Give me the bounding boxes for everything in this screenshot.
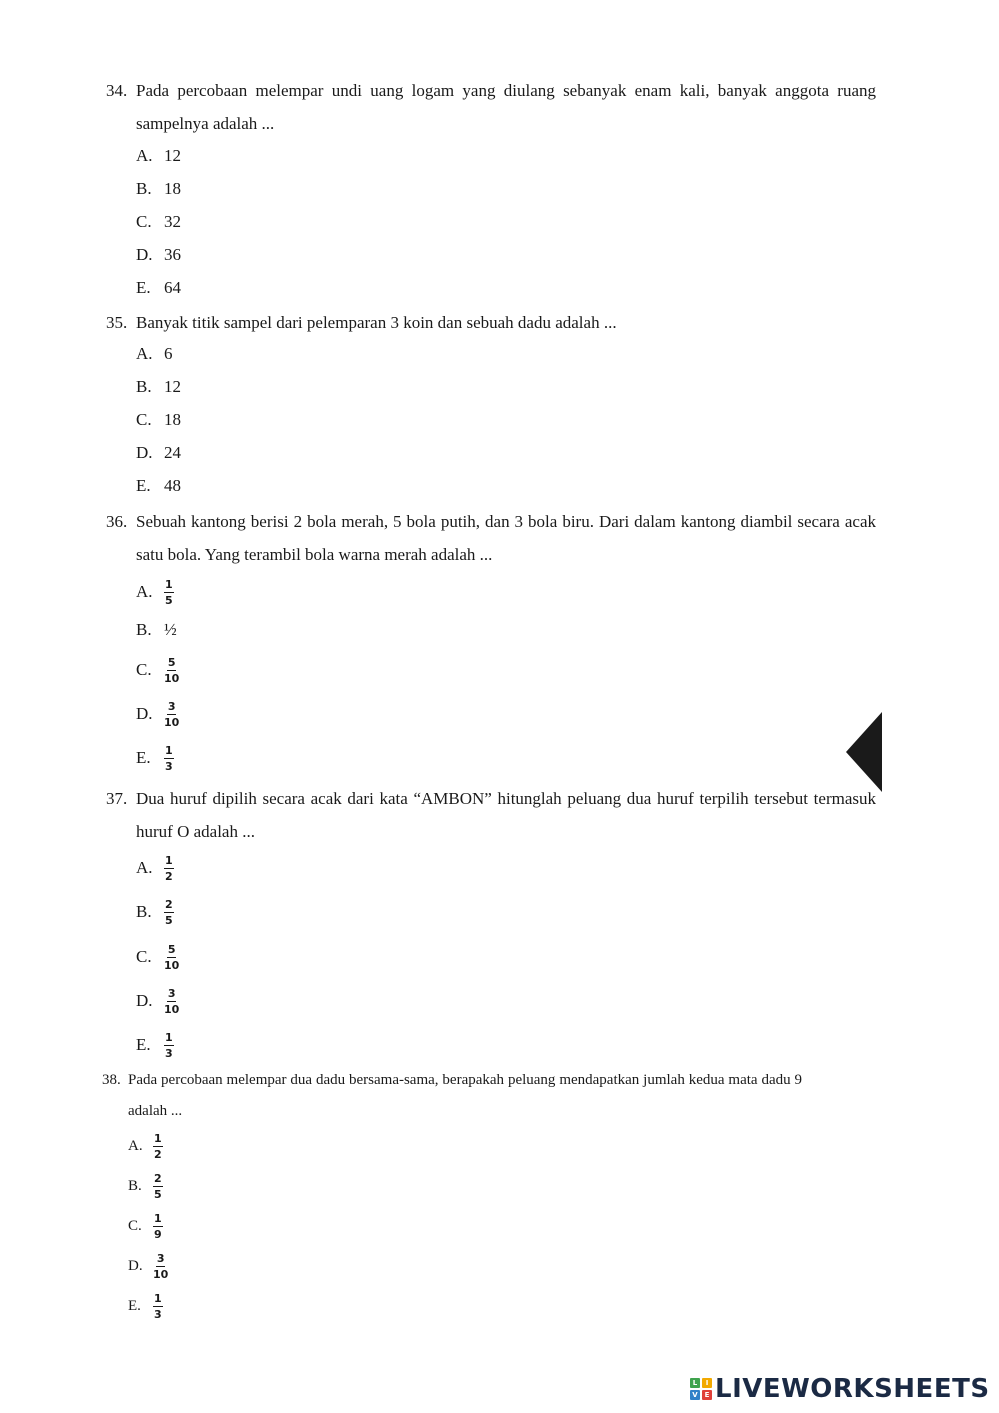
option-35-c[interactable] [136, 405, 181, 435]
fraction [153, 1252, 168, 1281]
fraction [164, 744, 174, 773]
option-36-e[interactable] [136, 743, 174, 773]
option-35-e[interactable] [136, 471, 181, 501]
option-letter: E. [136, 1035, 151, 1054]
option-value: ½ [164, 620, 177, 639]
option-letter: D. [128, 1257, 143, 1274]
option-value: 12 [164, 377, 181, 396]
option-38-d[interactable] [128, 1251, 168, 1281]
logo-mark-letter: V [690, 1390, 700, 1400]
option-letter: C. [136, 660, 152, 679]
option-letter: C. [128, 1217, 142, 1234]
option-letter: E. [136, 278, 151, 297]
fraction-numerator: 3 [167, 986, 176, 1000]
question-34 [106, 74, 876, 140]
fraction [164, 987, 179, 1016]
question-number: 35. [106, 313, 128, 332]
question-text: Pada percobaan melempar undi uang logam yang diulang sebanyak enam kali, banyak anggota ruang sampelnya adalah ... [136, 81, 876, 133]
question-text: Sebuah kantong berisi 2 bola merah, 5 bola putih, dan 3 bola biru. Dari dalam kantong diambil secara acak satu bola. Yang terambil bola warna merah adalah ... [136, 512, 876, 564]
fraction [153, 1132, 163, 1161]
option-letter: D. [136, 704, 153, 723]
option-letter: B. [136, 902, 152, 921]
question-number: 38. [102, 1072, 121, 1088]
fraction-numerator: 1 [165, 853, 173, 867]
question-37 [106, 782, 876, 848]
option-letter: A. [136, 146, 153, 165]
fraction-numerator: 2 [154, 1171, 162, 1185]
fraction-denominator: 10 [164, 958, 180, 972]
fraction-denominator: 10 [164, 1002, 180, 1016]
fraction-numerator: 1 [165, 1030, 173, 1044]
fraction-numerator: 3 [156, 1251, 165, 1265]
logo-text: LIVEWORKSHEETS [715, 1374, 990, 1404]
option-38-e[interactable] [128, 1291, 163, 1321]
question-number: 36. [106, 512, 128, 531]
option-36-a[interactable] [136, 577, 174, 607]
option-letter: D. [136, 245, 153, 264]
option-37-e[interactable] [136, 1030, 174, 1060]
fraction [153, 1172, 163, 1201]
option-value: 24 [164, 443, 181, 462]
option-letter: D. [136, 991, 153, 1010]
option-38-b[interactable] [128, 1171, 163, 1201]
option-37-a[interactable] [136, 853, 174, 883]
option-34-a[interactable] [136, 141, 181, 171]
fraction-denominator: 3 [154, 1307, 162, 1321]
fraction-numerator: 1 [154, 1131, 162, 1145]
fraction-denominator: 9 [154, 1227, 162, 1241]
option-letter: C. [136, 212, 152, 231]
option-letter: B. [128, 1177, 142, 1194]
option-37-c[interactable] [136, 942, 179, 972]
option-value: 48 [164, 476, 181, 495]
fraction [164, 700, 179, 729]
question-36 [106, 505, 876, 571]
option-34-b[interactable] [136, 174, 181, 204]
option-37-b[interactable] [136, 897, 174, 927]
option-34-d[interactable] [136, 240, 181, 270]
option-36-b[interactable] [136, 615, 177, 645]
question-35 [106, 306, 876, 339]
fraction-denominator: 10 [164, 715, 180, 729]
option-34-e[interactable] [136, 273, 181, 303]
fraction-numerator: 3 [167, 699, 176, 713]
fraction-numerator: 2 [165, 897, 173, 911]
option-35-d[interactable] [136, 438, 181, 468]
fraction-denominator: 5 [165, 913, 173, 927]
fraction-numerator: 1 [154, 1211, 162, 1225]
option-35-b[interactable] [136, 372, 181, 402]
prev-page-arrow-icon[interactable] [846, 712, 882, 792]
option-letter: C. [136, 410, 152, 429]
option-value: 6 [164, 344, 173, 363]
option-letter: B. [136, 179, 152, 198]
fraction-numerator: 1 [165, 577, 173, 591]
option-letter: A. [128, 1137, 143, 1154]
liveworksheets-logo [690, 1372, 990, 1406]
logo-mark-icon [690, 1378, 712, 1400]
fraction-numerator: 1 [165, 743, 173, 757]
fraction [164, 1031, 174, 1060]
question-number: 34. [106, 81, 128, 100]
option-36-d[interactable] [136, 699, 179, 729]
option-38-a[interactable] [128, 1131, 163, 1161]
fraction-numerator: 5 [167, 655, 176, 669]
fraction-numerator: 1 [154, 1291, 162, 1305]
option-letter: A. [136, 582, 153, 601]
question-38 [102, 1065, 802, 1127]
fraction [164, 854, 174, 883]
question-text: Pada percobaan melempar dua dadu bersama-sama, berapakah peluang mendapatkan jumlah kedua mata dadu 9 adalah ... [128, 1072, 802, 1119]
option-letter: E. [136, 748, 151, 767]
fraction-numerator: 5 [167, 942, 176, 956]
option-letter: C. [136, 947, 152, 966]
fraction-denominator: 3 [165, 759, 173, 773]
option-36-c[interactable] [136, 655, 179, 685]
logo-mark-letter: I [702, 1378, 712, 1388]
fraction [164, 898, 174, 927]
fraction-denominator: 2 [154, 1147, 162, 1161]
fraction [164, 656, 179, 685]
fraction-denominator: 5 [154, 1187, 162, 1201]
question-text: Banyak titik sampel dari pelemparan 3 koin dan sebuah dadu adalah ... [136, 313, 617, 332]
option-value: 12 [164, 146, 181, 165]
option-letter: E. [136, 476, 151, 495]
fraction-denominator: 10 [153, 1267, 169, 1281]
option-letter: B. [136, 377, 152, 396]
option-35-a[interactable] [136, 339, 173, 369]
fraction [153, 1212, 163, 1241]
option-38-c[interactable] [128, 1211, 163, 1241]
option-value: 32 [164, 212, 181, 231]
logo-mark-letter: E [702, 1390, 712, 1400]
question-number: 37. [106, 789, 128, 808]
fraction [153, 1292, 163, 1321]
fraction-denominator: 2 [165, 869, 173, 883]
option-value: 18 [164, 410, 181, 429]
option-37-d[interactable] [136, 986, 179, 1016]
option-value: 18 [164, 179, 181, 198]
option-34-c[interactable] [136, 207, 181, 237]
fraction-denominator: 3 [165, 1046, 173, 1060]
option-value: 64 [164, 278, 181, 297]
fraction [164, 943, 179, 972]
option-letter: E. [128, 1297, 141, 1314]
fraction [164, 578, 174, 607]
fraction-denominator: 5 [165, 593, 173, 607]
option-letter: D. [136, 443, 153, 462]
question-text: Dua huruf dipilih secara acak dari kata “AMBON” hitunglah peluang dua huruf terpilih tersebut termasuk huruf O adalah ... [136, 789, 876, 841]
fraction-denominator: 10 [164, 671, 180, 685]
option-value: 36 [164, 245, 181, 264]
option-letter: A. [136, 858, 153, 877]
logo-mark-letter: L [690, 1378, 700, 1388]
option-letter: A. [136, 344, 153, 363]
option-letter: B. [136, 620, 152, 639]
